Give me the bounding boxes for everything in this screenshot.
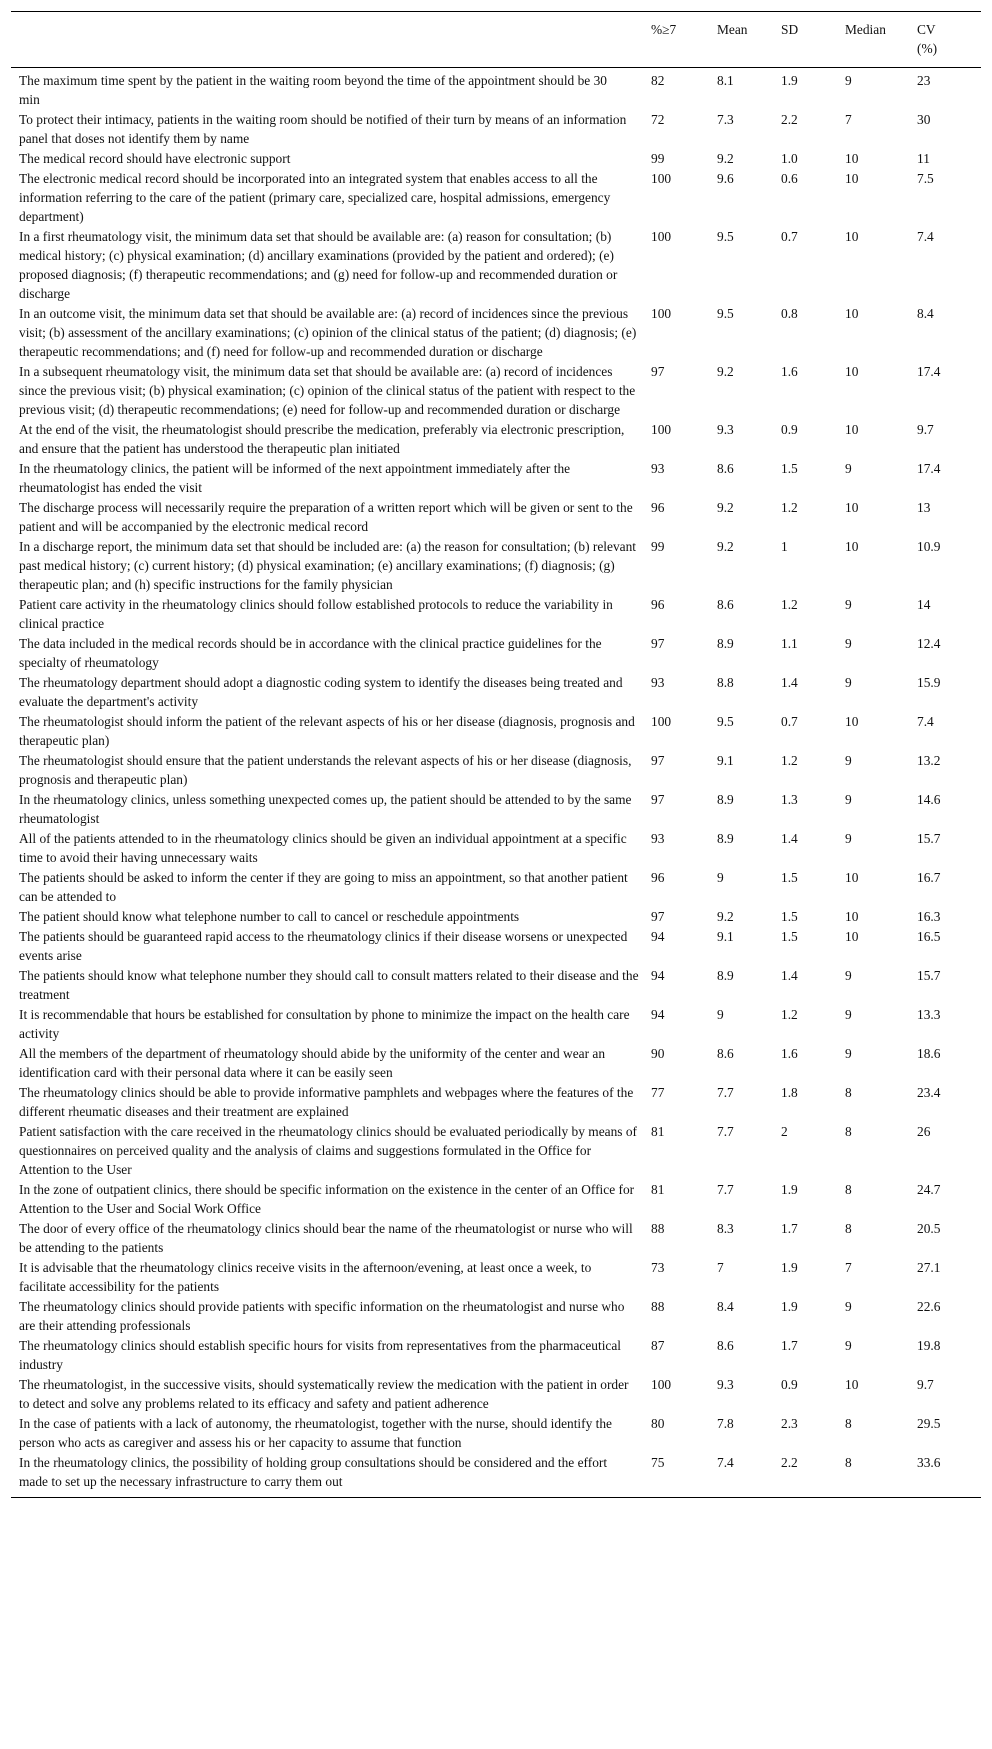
table-row [11,868,981,907]
cell-pct-ge7: 100 [651,1377,672,1392]
table-row [11,420,981,459]
cell-pct-ge7: 93 [651,675,665,690]
cell-sd: 1.4 [781,831,798,846]
cell-statement: The data included in the medical records should be in accordance with the clinical practice guidelines for the specialty of rheumatology [19,636,602,670]
table-row [11,1297,981,1336]
cell-cv: 24.7 [917,1182,941,1197]
cell-cv: 29.5 [917,1416,941,1431]
cell-sd: 0.6 [781,171,798,186]
header-median: Median [845,22,886,37]
cell-median: 10 [845,500,859,515]
cell-mean: 8.6 [717,597,734,612]
cell-mean: 9.3 [717,1377,734,1392]
cell-pct-ge7: 97 [651,636,665,651]
cell-median: 9 [845,73,852,88]
table-row [11,1414,981,1453]
table-row [11,459,981,498]
header-sd: SD [781,22,799,37]
cell-median: 9 [845,1007,852,1022]
cell-mean: 8.6 [717,1046,734,1061]
cell-pct-ge7: 99 [651,151,665,166]
cell-cv: 8.4 [917,306,934,321]
cell-sd: 1.5 [781,909,798,924]
cell-sd: 2.2 [781,112,798,127]
header-pct-ge7: %≥7 [651,22,677,37]
cell-median: 10 [845,151,859,166]
cell-pct-ge7: 87 [651,1338,665,1353]
cell-statement: The patient should know what telephone number to call to cancel or reschedule appointments [19,909,520,924]
cell-pct-ge7: 75 [651,1455,665,1470]
cell-statement: In the rheumatology clinics, unless something unexpected comes up, the patient should be attended to by the same rheumatologist [19,792,632,826]
cell-pct-ge7: 97 [651,753,665,768]
table-row [11,907,981,927]
cell-pct-ge7: 77 [651,1085,665,1100]
table-row [11,790,981,829]
cell-mean: 9.2 [717,909,734,924]
cell-mean: 7.8 [717,1416,734,1431]
cell-cv: 17.4 [917,461,941,476]
cell-cv: 7.5 [917,171,934,186]
header-cv [909,12,981,68]
cell-median: 10 [845,306,859,321]
cell-cv: 26 [917,1124,931,1139]
cell-cv: 11 [917,151,930,166]
cell-cv: 16.7 [917,870,941,885]
table-row [11,362,981,420]
cell-sd: 1.2 [781,1007,798,1022]
cell-pct-ge7: 88 [651,1299,665,1314]
cell-mean: 8.8 [717,675,734,690]
cell-pct-ge7: 96 [651,500,665,515]
cell-sd: 1.6 [781,364,798,379]
table-row [11,1122,981,1180]
table-row [11,966,981,1005]
cell-median: 10 [845,909,859,924]
table-row [11,110,981,149]
table-row [11,537,981,595]
cell-cv: 16.5 [917,929,941,944]
cell-mean: 8.6 [717,1338,734,1353]
cell-median: 9 [845,968,852,983]
cell-cv: 10.9 [917,539,941,554]
cell-mean: 7.7 [717,1124,734,1139]
cell-mean: 7.4 [717,1455,734,1470]
cell-sd: 1.8 [781,1085,798,1100]
cell-mean: 9.6 [717,171,734,186]
cell-sd: 1.1 [781,636,798,651]
table-row [11,595,981,634]
cell-sd: 1.4 [781,675,798,690]
cell-pct-ge7: 96 [651,870,665,885]
cell-mean: 9.5 [717,306,734,321]
cell-statement: The rheumatologist should inform the patient of the relevant aspects of his or her disease (diagnosis, prognosis and therapeutic plan) [19,714,635,748]
cell-statement: The rheumatologist should ensure that the patient understands the relevant aspects of his or her disease (diagnosis, prognosis and therapeutic plan) [19,753,632,787]
table-row [11,927,981,966]
cell-statement: In an outcome visit, the minimum data set that should be available are: (a) record of incidences since the previous visit; (b) assessment of the ancillary examinations; (c) opinion of the clinical status of the patient; (d) diagnosis; (e) therapeutic recommendations; and (f) need for follow-up and recommended duration or discharge [19,306,637,359]
cell-cv: 9.7 [917,1377,934,1392]
cell-sd: 0.8 [781,306,798,321]
cell-statement: In a discharge report, the minimum data set that should be included are: (a) the reason for consultation; (b) relevant past medical history; (c) current history; (d) physical examination; (e) ancillary examinations; (f) diagnosis; (g) therapeutic plan; and (h) specific instructions for the family physician [19,539,637,592]
cell-cv: 20.5 [917,1221,941,1236]
cell-mean: 9.1 [717,753,734,768]
cell-pct-ge7: 88 [651,1221,665,1236]
cell-cv: 12.4 [917,636,941,651]
cell-pct-ge7: 100 [651,306,672,321]
table-body [11,68,981,1498]
cell-cv: 17.4 [917,364,941,379]
cell-mean: 9 [717,1007,724,1022]
table-row [11,1336,981,1375]
cell-median: 8 [845,1124,852,1139]
table-row [11,712,981,751]
cell-median: 9 [845,1299,852,1314]
cell-statement: The patients should be guaranteed rapid access to the rheumatology clinics if their disease worsens or unexpected events arise [19,929,628,963]
cell-mean: 9.2 [717,151,734,166]
cell-statement: The rheumatology clinics should provide patients with specific information on the rheumatologist and nurse who are their attending professionals [19,1299,625,1333]
cell-statement: The patients should be asked to inform the center if they are going to miss an appointment, so that another patient can be attended to [19,870,628,904]
cell-cv: 16.3 [917,909,941,924]
table-row [11,227,981,304]
cell-cv: 23.4 [917,1085,941,1100]
cell-pct-ge7: 93 [651,461,665,476]
cell-median: 10 [845,714,859,729]
cell-statement: The door of every office of the rheumatology clinics should bear the name of the rheumatologist or nurse who will be attending to the patients [19,1221,633,1255]
cell-cv: 19.8 [917,1338,941,1353]
cell-pct-ge7: 100 [651,229,672,244]
cell-sd: 1.9 [781,1299,798,1314]
cell-statement: In the rheumatology clinics, the possibility of holding group consultations should be considered and the effort made to set up the necessary infrastructure to carry them out [19,1455,608,1489]
cell-sd: 2.2 [781,1455,798,1470]
cell-sd: 1.4 [781,968,798,983]
cell-statement: All of the patients attended to in the rheumatology clinics should be given an individual appointment at a specific time to avoid their having unnecessary waits [19,831,627,865]
cell-mean: 9.5 [717,229,734,244]
cell-statement: The patients should know what telephone number they should call to consult matters related to their disease and the treatment [19,968,639,1002]
cell-sd: 0.9 [781,422,798,437]
table-row [11,1005,981,1044]
table-row [11,1044,981,1083]
cell-median: 10 [845,422,859,437]
cell-cv: 27.1 [917,1260,941,1275]
cell-cv: 23 [917,73,931,88]
cell-cv: 7.4 [917,229,934,244]
cell-cv: 15.7 [917,968,941,983]
cell-median: 9 [845,831,852,846]
cell-cv: 13.2 [917,753,941,768]
cell-pct-ge7: 90 [651,1046,665,1061]
cell-cv: 18.6 [917,1046,941,1061]
cell-sd: 2.3 [781,1416,798,1431]
cell-median: 7 [845,1260,852,1275]
cell-cv: 22.6 [917,1299,941,1314]
cell-statement: The discharge process will necessarily require the preparation of a written report which will be given or sent to the patient and will be accompanied by the electronic medical record [19,500,633,534]
cell-mean: 9.2 [717,500,734,515]
cell-statement: The rheumatologist, in the successive visits, should systematically review the medication with the patient in order to detect and solve any problems related to its efficacy and safety and patient adherence [19,1377,629,1411]
table-row [11,751,981,790]
cell-median: 8 [845,1182,852,1197]
cell-statement: The rheumatology department should adopt a diagnostic coding system to identify the diseases being treated and evaluate the department's activity [19,675,623,709]
cell-sd: 1.9 [781,73,798,88]
cell-median: 10 [845,229,859,244]
cell-pct-ge7: 96 [651,597,665,612]
table-row [11,1375,981,1414]
cell-mean: 8.9 [717,968,734,983]
cell-pct-ge7: 94 [651,968,665,983]
cell-cv: 14.6 [917,792,941,807]
table-row [11,1258,981,1297]
cell-median: 8 [845,1085,852,1100]
cell-cv: 30 [917,112,931,127]
cell-statement: To protect their intimacy, patients in the waiting room should be notified of their turn by means of an information panel that doses not identify them by name [19,112,627,146]
cell-sd: 1.3 [781,792,798,807]
cell-pct-ge7: 82 [651,73,665,88]
cell-mean: 9.5 [717,714,734,729]
cell-mean: 9.1 [717,929,734,944]
cell-median: 7 [845,112,852,127]
cell-statement: Patient satisfaction with the care received in the rheumatology clinics should be evaluated periodically by means of questionnaires on perceived quality and the analysis of claims and suggestions formulated in the Office for Attention to the User [19,1124,637,1177]
cell-median: 9 [845,1338,852,1353]
cell-sd: 0.7 [781,714,798,729]
cell-median: 9 [845,675,852,690]
table-row [11,68,981,111]
cell-median: 9 [845,753,852,768]
cell-pct-ge7: 93 [651,831,665,846]
header-mean: Mean [717,22,748,37]
table-row [11,1083,981,1122]
cell-statement: The rheumatology clinics should be able to provide informative pamphlets and webpages where the features of the different rheumatic diseases and their treatment are explained [19,1085,634,1119]
table-row [11,1180,981,1219]
cell-median: 10 [845,929,859,944]
cell-median: 9 [845,597,852,612]
table-row [11,634,981,673]
header-cv-unit: (%) [917,41,938,56]
cell-sd: 1.2 [781,753,798,768]
cell-median: 10 [845,870,859,885]
cell-mean: 9.3 [717,422,734,437]
cell-mean: 9.2 [717,364,734,379]
cell-mean: 7.7 [717,1085,734,1100]
cell-cv: 7.4 [917,714,934,729]
cell-pct-ge7: 100 [651,171,672,186]
cell-median: 10 [845,171,859,186]
cell-sd: 1.7 [781,1221,798,1236]
header-description [11,12,643,68]
cell-cv: 13 [917,500,931,515]
cell-median: 10 [845,364,859,379]
cell-pct-ge7: 73 [651,1260,665,1275]
cell-median: 9 [845,461,852,476]
table-row [11,829,981,868]
table-row [11,149,981,169]
table-row [11,1453,981,1498]
cell-mean: 8.6 [717,461,734,476]
cell-sd: 1.6 [781,1046,798,1061]
cell-mean: 7.3 [717,112,734,127]
cell-sd: 1.2 [781,500,798,515]
cell-median: 8 [845,1221,852,1236]
cell-median: 8 [845,1416,852,1431]
cell-statement: All the members of the department of rheumatology should abide by the uniformity of the center and wear an identification card with their personal data where it can be easily seen [19,1046,606,1080]
cell-pct-ge7: 100 [651,714,672,729]
cell-median: 9 [845,792,852,807]
cell-mean: 8.4 [717,1299,734,1314]
table-row [11,304,981,362]
cell-sd: 1.2 [781,597,798,612]
cell-mean: 8.1 [717,73,734,88]
cell-statement: In a subsequent rheumatology visit, the minimum data set that should be available are: (a) record of incidences since the previous visit; (b) physical examination; (c) opinion of the clinical status of the patient with respect to the previous visit; (d) therapeutic recommendations; (e) need for follow-up and recommended duration or discharge [19,364,636,417]
cell-mean: 7 [717,1260,724,1275]
table-row [11,498,981,537]
cell-mean: 9 [717,870,724,885]
cell-statement: The maximum time spent by the patient in the waiting room beyond the time of the appointment should be 30 min [19,73,621,107]
cell-mean: 8.3 [717,1221,734,1236]
cell-sd: 1.5 [781,929,798,944]
cell-sd: 1.5 [781,461,798,476]
cell-median: 10 [845,1377,859,1392]
cell-sd: 1.9 [781,1260,798,1275]
cell-mean: 7.7 [717,1182,734,1197]
cell-sd: 1.5 [781,870,798,885]
cell-mean: 8.9 [717,792,734,807]
consensus-table [11,11,981,1498]
cell-pct-ge7: 97 [651,364,665,379]
cell-pct-ge7: 94 [651,929,665,944]
cell-statement: In the case of patients with a lack of autonomy, the rheumatologist, together with the nurse, should identify the person who acts as caregiver and assess his or her capacity to assume that function [19,1416,613,1450]
cell-sd: 2 [781,1124,788,1139]
table-row [11,169,981,227]
cell-cv: 15.7 [917,831,941,846]
cell-mean: 9.2 [717,539,734,554]
header-row [11,12,981,68]
cell-statement: The medical record should have electronic support [19,151,291,166]
cell-cv: 33.6 [917,1455,941,1470]
cell-pct-ge7: 94 [651,1007,665,1022]
cell-cv: 13.3 [917,1007,941,1022]
cell-mean: 8.9 [717,831,734,846]
cell-statement: In the rheumatology clinics, the patient will be informed of the next appointment immediately after the rheumatologist has ended the visit [19,461,571,495]
cell-statement: The electronic medical record should be incorporated into an integrated system that enables access to all the information referring to the care of the patient (primary care, specialized care, hospital admissions, emergency department) [19,171,611,224]
cell-mean: 8.9 [717,636,734,651]
cell-pct-ge7: 99 [651,539,665,554]
cell-pct-ge7: 97 [651,909,665,924]
cell-pct-ge7: 97 [651,792,665,807]
cell-median: 9 [845,636,852,651]
header-cv-label: CV [917,22,936,37]
cell-median: 9 [845,1046,852,1061]
cell-pct-ge7: 81 [651,1124,665,1139]
cell-statement: At the end of the visit, the rheumatologist should prescribe the medication, preferably via electronic prescription, and ensure that the patient has understood the therapeutic plan initiated [19,422,625,456]
cell-cv: 9.7 [917,422,934,437]
cell-statement: In a first rheumatology visit, the minimum data set that should be available are: (a) reason for consultation; (b) medical history; (c) physical examination; (d) ancillary examinations (provided by the patient and ordered); (e) proposed diagnosis; (f) therapeutic recommendations; and (g) need for follow-up and recommended duration or discharge [19,229,618,301]
cell-cv: 15.9 [917,675,941,690]
table-row [11,673,981,712]
cell-median: 8 [845,1455,852,1470]
cell-sd: 0.7 [781,229,798,244]
cell-sd: 1.7 [781,1338,798,1353]
cell-sd: 1.9 [781,1182,798,1197]
cell-cv: 14 [917,597,931,612]
cell-sd: 1.0 [781,151,798,166]
cell-pct-ge7: 72 [651,112,665,127]
table-row [11,1219,981,1258]
cell-statement: It is recommendable that hours be established for consultation by phone to minimize the impact on the health care activity [19,1007,630,1041]
cell-statement: Patient care activity in the rheumatology clinics should follow established protocols to reduce the variability in clinical practice [19,597,613,631]
cell-pct-ge7: 81 [651,1182,665,1197]
cell-median: 10 [845,539,859,554]
cell-statement: In the zone of outpatient clinics, there should be specific information on the existence in the center of an Office for Attention to the User and Social Work Office [19,1182,635,1216]
cell-statement: The rheumatology clinics should establish specific hours for visits from representatives from the pharmaceutical industry [19,1338,622,1372]
cell-pct-ge7: 80 [651,1416,665,1431]
cell-sd: 1 [781,539,788,554]
cell-statement: It is advisable that the rheumatology clinics receive visits in the afternoon/evening, at least once a week, to facilitate accessibility for the patients [19,1260,592,1294]
cell-sd: 0.9 [781,1377,798,1392]
cell-pct-ge7: 100 [651,422,672,437]
